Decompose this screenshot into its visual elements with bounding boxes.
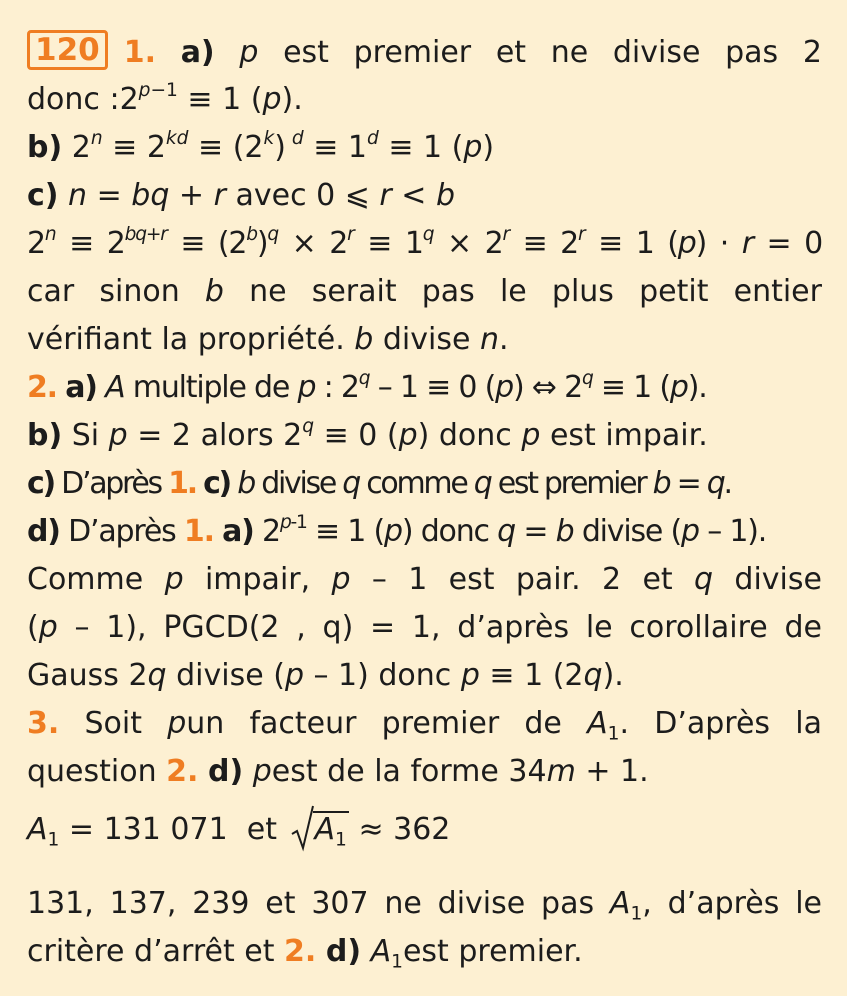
line-17: $A_1 = 131$ 071 et $A_1 \approx 362$ <box>27 810 822 850</box>
line-8: 2. a) A multiple de p : 2$^q$ – 1 ≡ 0 (p) ⇔ $2^q \equiv 1$ (p). <box>27 367 707 405</box>
line-4: c) n = bq + r avec 0 ⩽ r < b <box>27 178 456 213</box>
square-root: $A_1$ <box>291 810 349 850</box>
line-13: (p – 1), PGCD(2 , q) = 1, d’après le corollaire de <box>27 610 823 645</box>
line-5: $2^n \equiv 2^{bq+r} \equiv (2^b)^q \times 2^r \equiv 1^q \times 2^r \equiv 2^r \equiv 1$ (p) · r = 0 <box>27 223 823 261</box>
line-7: vérifiant la propriété. b divise n. <box>27 322 509 357</box>
line-3: b) $2^n \equiv 2^{kd} \equiv (2^k) ^d \equiv 1^d \equiv 1$ (p) <box>27 127 495 165</box>
line-6: car sinon b ne serait pas le plus petit entier <box>27 274 822 309</box>
line-12: Comme p impair, p – 1 est pair. 2 et q divise <box>27 562 822 597</box>
line-1: 120 1. a) p est premier et ne divise pas 2 <box>27 30 822 73</box>
line-15: 3. Soit pun facteur premier de $A_1$. D’après la <box>27 706 822 745</box>
line-19: critère d’arrêt et 2. d) $A_1est$ premier. <box>27 934 583 973</box>
line-14: Gauss 2q divise (p – 1) donc p ≡ 1 (2q). <box>27 658 624 693</box>
line-9: b) Si p = 2 alors $2^q \equiv 0$ (p) donc p est impair. <box>27 415 708 453</box>
line-16: question 2. d) pest de la forme 34m + 1. <box>27 754 649 789</box>
line-2: donc $:2^{p-1} \equiv 1$ (p). <box>27 79 303 117</box>
exercise-number-badge: 120 <box>27 30 108 70</box>
radical-sign-icon <box>291 804 315 852</box>
line-18: 131, 137, 239 et 307 ne divise pas $A_1$, d’après le <box>27 886 822 925</box>
line-10: c) D’après 1. c) b divise q comme q est premier b = q. <box>27 466 731 501</box>
line-11: d) D’après 1. a) $2^{p-1} \equiv 1$ (p) donc q = b divise (p – 1). <box>27 511 767 549</box>
